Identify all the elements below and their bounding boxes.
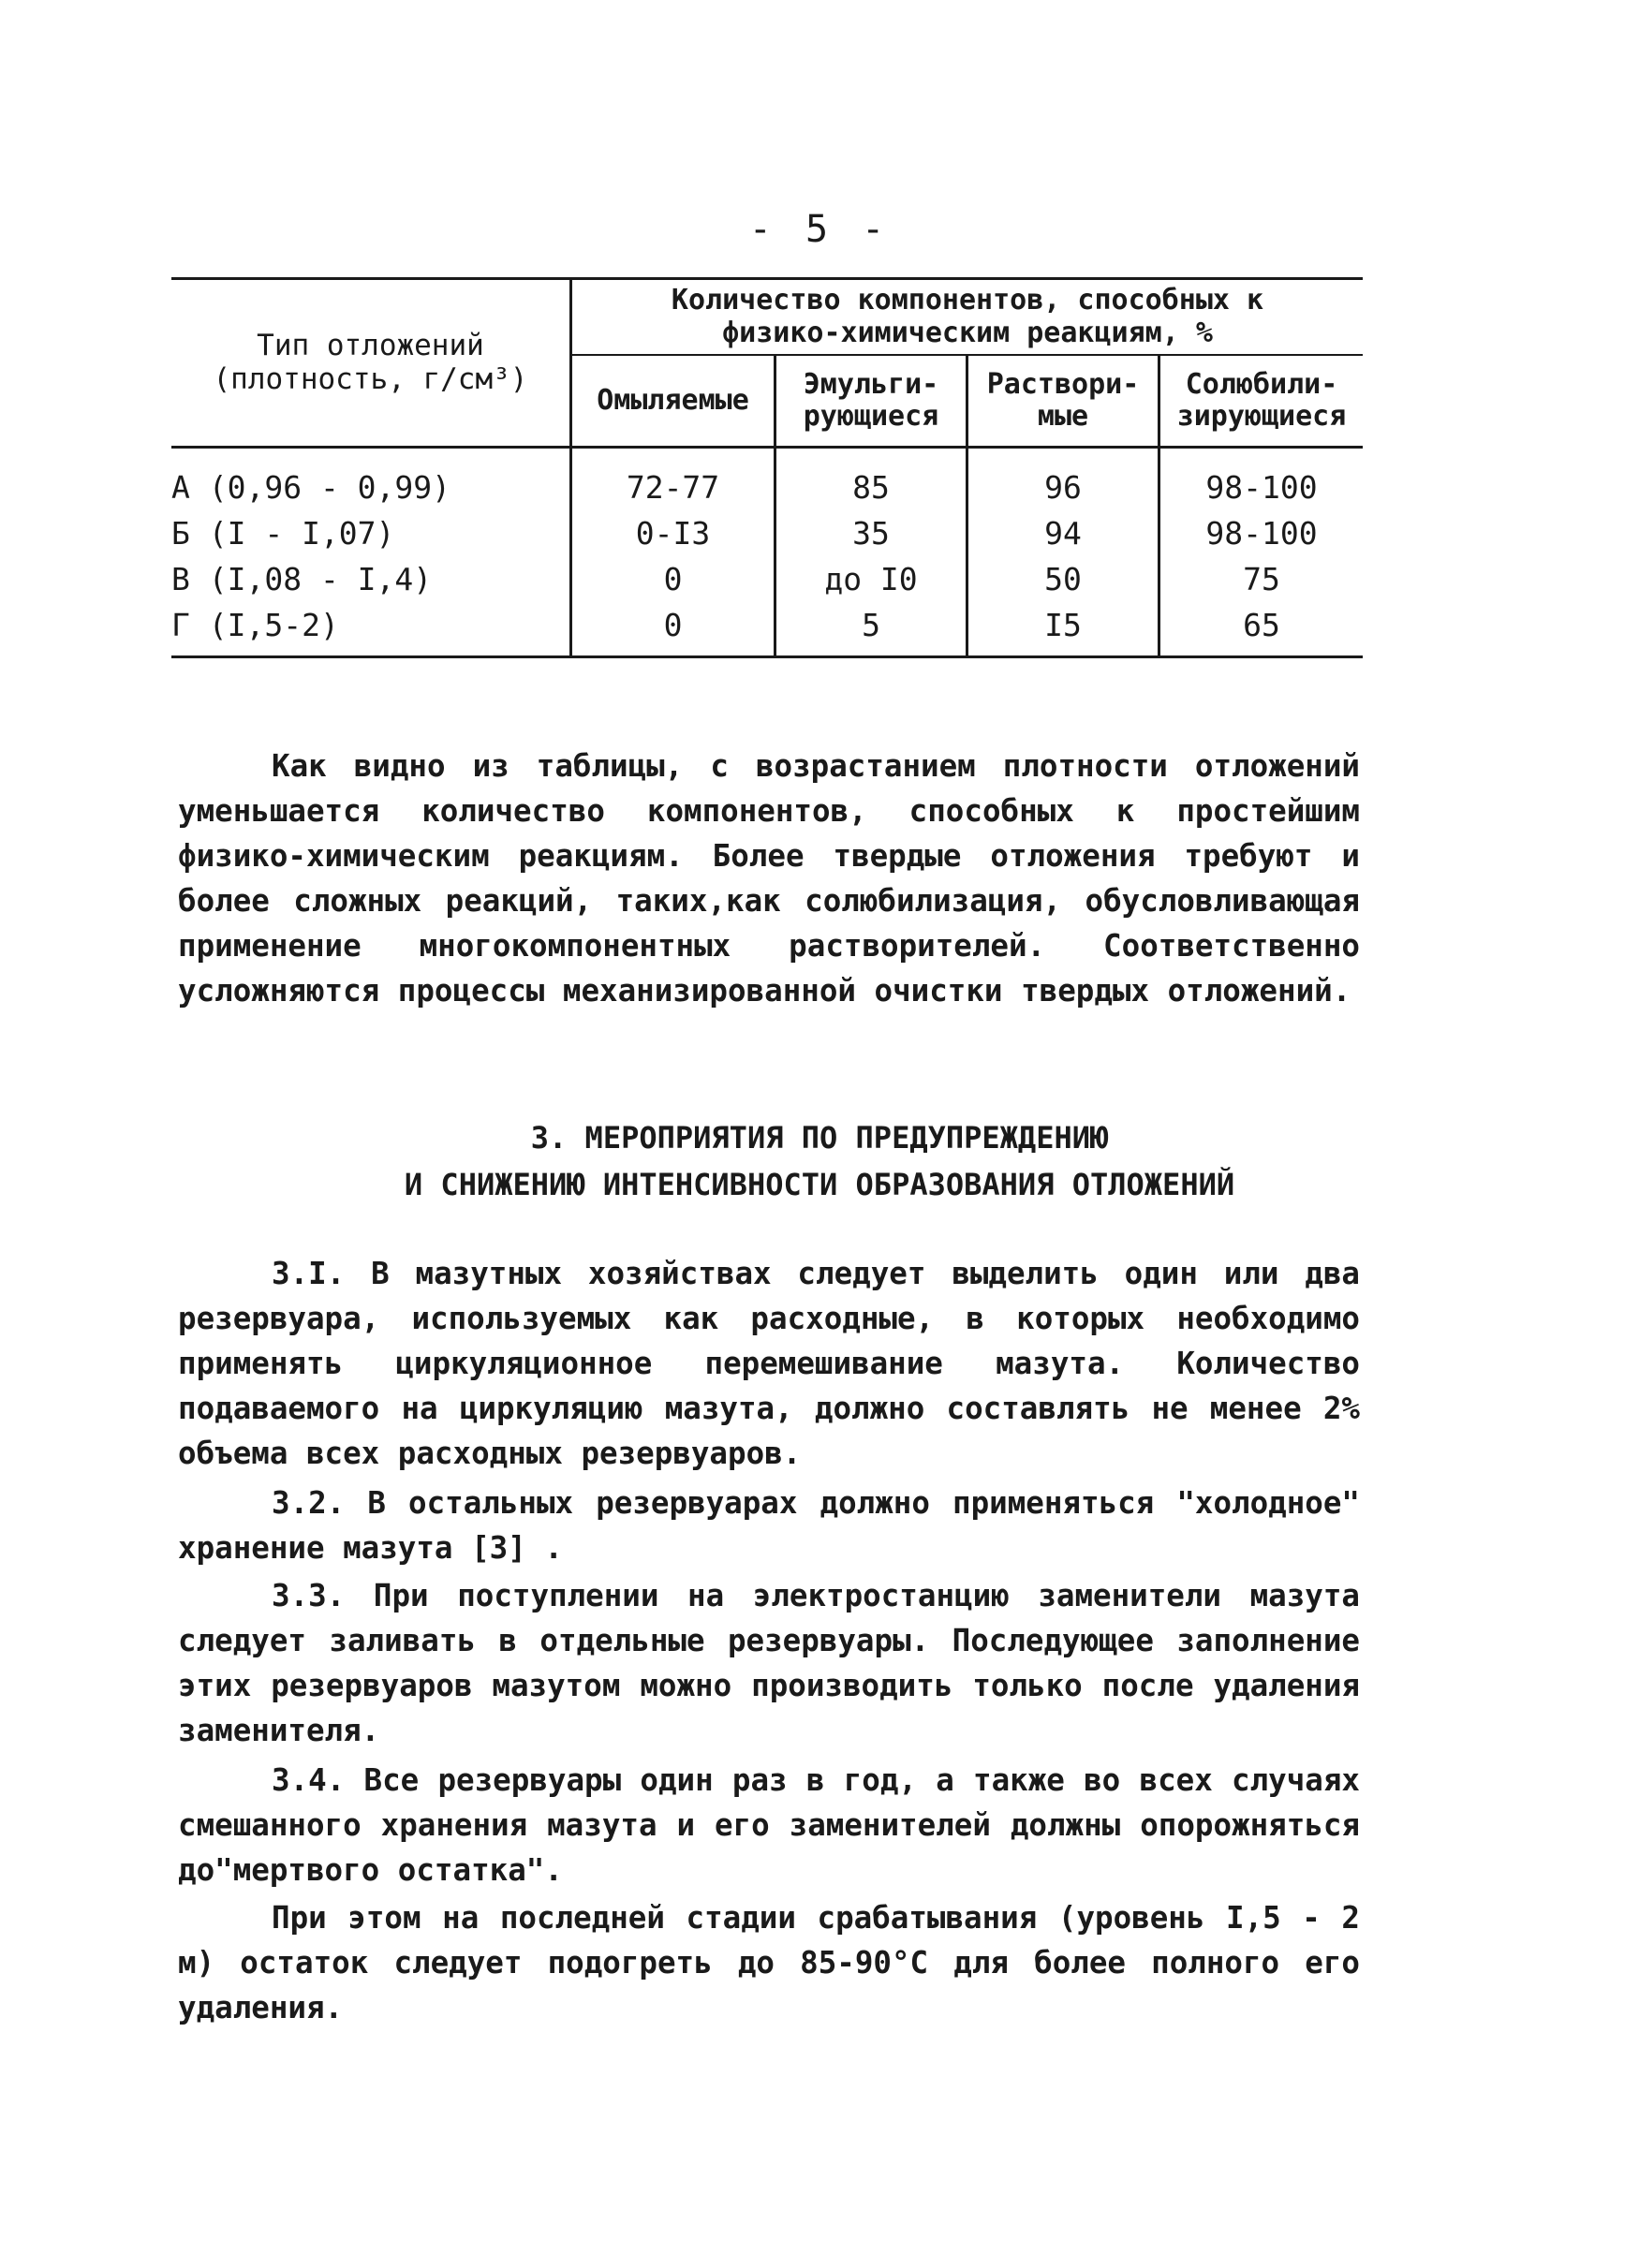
table-cell: 0 <box>663 607 683 643</box>
col-type-header <box>171 280 569 446</box>
col-type-header-line1: Тип отложений <box>257 328 484 362</box>
table-cell: 5 <box>862 607 880 643</box>
row-label: Г (I,5-2) <box>171 607 339 643</box>
paragraph-3-5: При этом на последней стадии срабатывания (уровень I,5 - 2 м) остаток следует подогреть до 85-90°С для более полного его удаления. <box>178 1900 1360 2025</box>
group-header-line2: физико-химическим реакциям, % <box>722 316 1213 349</box>
page-number: - 5 - <box>748 208 891 251</box>
paragraph-3-2: 3.2. В остальных резервуарах должно применяться "холодное" хранение мазута [3] . <box>178 1485 1360 1566</box>
subheader-soluble <box>968 356 1158 446</box>
subheader-saponifiable-line1: Омыляемые <box>597 383 749 417</box>
subheader-soluble-line1: Раствори- <box>986 367 1140 401</box>
table-cell: 96 <box>1044 469 1082 506</box>
section-heading-line1: 3. МЕРОПРИЯТИЯ ПО ПРЕДУПРЕЖДЕНИЮ <box>530 1120 1109 1156</box>
subheader-emulsifying-line2: рующиеся <box>803 400 939 433</box>
subheader-solubilizing-line1: Солюбили- <box>1185 367 1338 401</box>
paragraph-intro: Как видно из таблицы, с возрастанием плотности отложений уменьшается количество компонентов, способных к простейшим физико-химическим реакциям. Более твердые отложения требуют и более сложных реакций, таких,как солюбилизация, обусловливающая применение многокомпонентных растворителей. Соответственно усложняются процессы механизированной очистки твердых отложений. <box>178 748 1360 1009</box>
data-table <box>171 277 1363 659</box>
subheader-solubilizing-line2: зирующиеся <box>1176 400 1347 433</box>
subheader-soluble-line2: мые <box>1037 400 1089 433</box>
row-label: Б (I - I,07) <box>171 515 395 552</box>
paragraph-3-3: 3.3. При поступлении на электростанцию заменители мазута следует заливать в отдельные резервуары. Последующее заполнение этих резервуаров мазутом можно производить только после удаления заменителя. <box>178 1578 1360 1748</box>
row-label: А (0,96 - 0,99) <box>171 469 451 506</box>
table-cell: до I0 <box>824 561 918 597</box>
table-cell: 85 <box>852 469 890 506</box>
row-label: В (I,08 - I,4) <box>171 561 433 597</box>
subheader-solubilizing <box>1160 356 1363 446</box>
paragraph-3-4: 3.4. Все резервуары один раз в год, а также во всех случаях смешанного хранения мазута и его заменителей должны опорожняться до"мертвого остатка". <box>178 1762 1360 1888</box>
table-cell: 0-I3 <box>635 515 711 552</box>
section-heading-line2: И СНИЖЕНИЮ ИНТЕНСИВНОСТИ ОБРАЗОВАНИЯ ОТЛОЖЕНИЙ <box>404 1167 1235 1202</box>
subheader-saponifiable <box>572 356 774 446</box>
group-header <box>572 280 1363 354</box>
subheader-emulsifying-line1: Эмульги- <box>803 367 939 401</box>
paragraph-3-1: 3.I. В мазутных хозяйствах следует выделить один или два резервуара, используемых как расходные, в которых необходимо применять циркуляционное перемешивание мазута. Количество подаваемого на циркуляцию мазута, должно составлять не менее 2% объема всех расходных резервуаров. <box>178 1256 1360 1471</box>
table-cell: 94 <box>1044 515 1082 552</box>
table-cell: 75 <box>1243 561 1280 597</box>
table-cell: I5 <box>1044 607 1082 643</box>
table-cell: 72-77 <box>626 469 720 506</box>
table-cell: 35 <box>852 515 890 552</box>
table-cell: 65 <box>1243 607 1280 643</box>
group-header-line1: Количество компонентов, способных к <box>671 284 1264 317</box>
table-cell: 50 <box>1044 561 1082 597</box>
table-cell: 98-100 <box>1205 469 1318 506</box>
subheader-emulsifying <box>776 356 966 446</box>
table-cell: 0 <box>663 561 683 597</box>
table-cell: 98-100 <box>1205 515 1318 552</box>
col-type-header-line2: (плотность, г/см³) <box>213 361 528 396</box>
